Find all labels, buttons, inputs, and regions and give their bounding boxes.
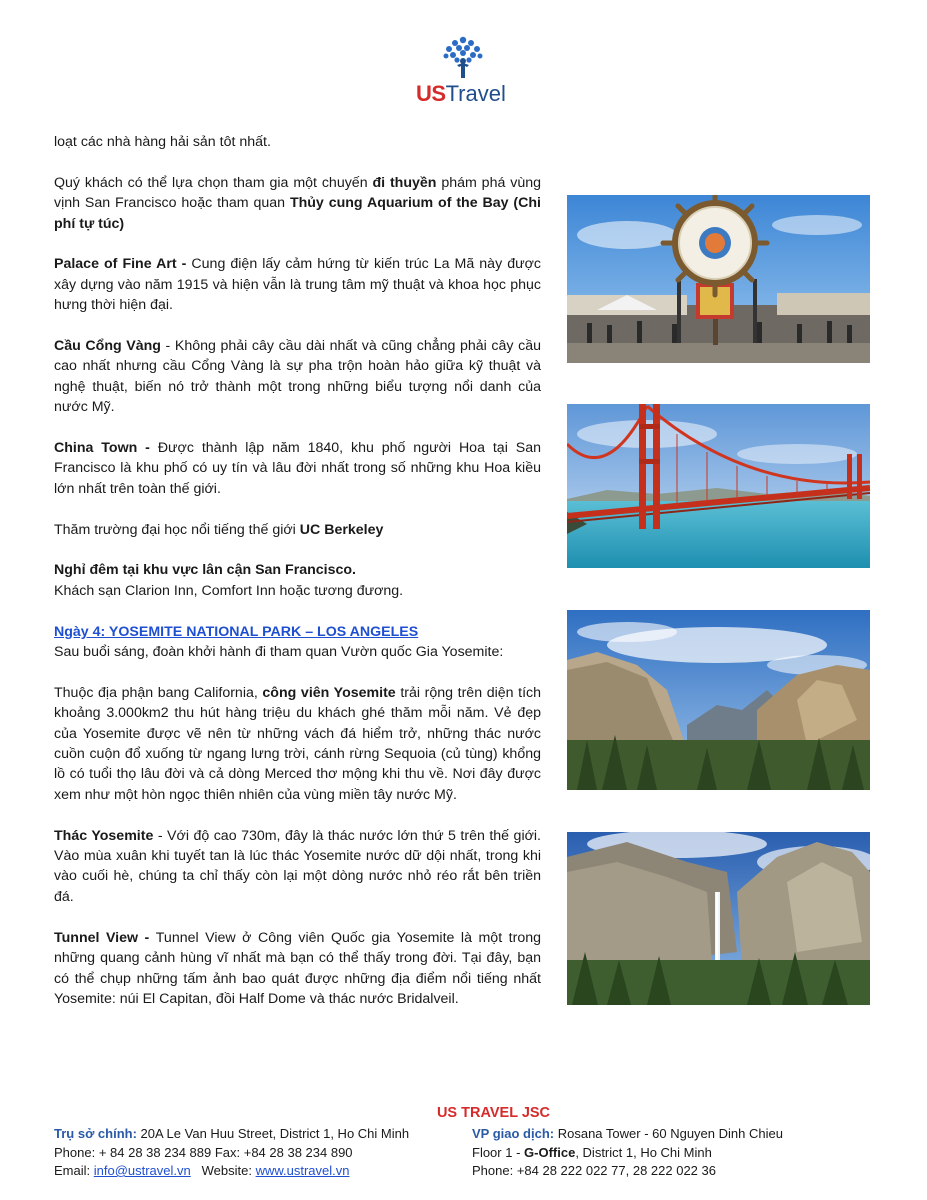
office-address: Rosana Tower - 60 Nguyen Dinh Chieu <box>554 1126 783 1141</box>
paragraph-yosemite-falls: Thác Yosemite - Với độ cao 730m, đây là thác nước lớn thứ 5 trên thế giới. Vào mùa xuân khi tuyết tan là lúc thác Yosemite nước dữ dội nhất, trong khi vào cuối hè, chúng ta chỉ thấy còn lại một dòng nước nhỏ réo rắt bên triền đá. <box>54 827 541 905</box>
tree-icon <box>440 34 486 80</box>
hq-phone-fax: Phone: + 84 28 38 234 889 Fax: +84 28 38 234 890 <box>54 1144 353 1160</box>
footer-office-column: VP giao dịch: Rosana Tower - 60 Nguyen Dinh Chieu Floor 1 - G-Office, District 1, Ho Chi Minh Phone: +84 28 222 022 77, 28 222 022 36 <box>472 1125 783 1181</box>
office-phone: Phone: +84 28 222 022 77, 28 222 022 36 <box>472 1163 716 1178</box>
yosemite-valley-photo <box>567 610 870 790</box>
hq-address: 20A Le Van Huu Street, District 1, Ho Chi Minh <box>136 1126 410 1141</box>
paragraph-uc-berkeley: Thăm trường đại học nổi tiếng thế giới UC Berkeley <box>54 521 384 538</box>
us-travel-logo <box>412 34 516 106</box>
fishermans-wharf-photo <box>567 195 870 363</box>
paragraph-seafood: loạt các nhà hàng hải sản tôt nhất. <box>54 134 271 150</box>
website-link[interactable]: www.ustravel.vn <box>255 1163 350 1178</box>
day-4-intro: Sau buổi sáng, đoàn khởi hành đi tham quan Vườn quốc Gia Yosemite: <box>54 644 504 661</box>
day-4-section <box>54 622 541 663</box>
yosemite-falls-photo <box>567 832 870 1005</box>
company-name: US TRAVEL JSC <box>436 1105 551 1121</box>
logo-travel-text: Travel <box>445 81 506 106</box>
office-g-office: G-Office <box>524 1144 576 1160</box>
golden-gate-photo <box>567 404 870 568</box>
hq-label: Trụ sở chính: <box>54 1126 137 1141</box>
paragraph-golden-gate: Cầu Cổng Vàng - Không phải cây cầu dài nhất và cũng chẳng phải cây cầu cao nhất nhưng cầu Cổng Vàng là sự pha trộn hoàn hảo giữa kỹ thuật và nghệ thuật, biến nó trở thành một trong những biểu tượng nổi danh của nước Mỹ. <box>54 338 541 416</box>
office-label: VP giao dịch: <box>472 1126 555 1141</box>
day-4-title-link[interactable]: Ngày 4: YOSEMITE NATIONAL PARK – LOS ANGELES <box>54 623 419 640</box>
paragraph-tunnel-view: Tunnel View - Tunnel View ở Công viên Quốc gia Yosemite là một trong những quang cảnh hùng vĩ nhất mà bạn có thể thấy trong đời. Tại đây, bạn có thể chụp những tấm ảnh bao quát được những địa điểm nổi tiếng nhất Yosemite: núi El Capitan, đồi Half Dome và thác nước Bridalveil. <box>54 929 541 1007</box>
email-link[interactable]: info@ustravel.vn <box>93 1163 191 1178</box>
paragraph-yosemite-park: Thuộc địa phận bang California, công viên Yosemite trải rộng trên diện tích khoảng 3.000km2 thu hút hàng triệu du khách ghé thăm mỗi năm. Vẻ đẹp của Yosemite được vẽ nên từ những vách đá hiểm trở, những thác nước cuồn cuộn đổ xuống từ ngang lưng trời, cánh rừng Sequoia (củ tùng) khổng lồ có tuổi thọ lâu đời và cả dòng Merced thơ mộng khi thu về. Nơi đây được xem như một hòn ngọc thiên nhiên của vùng miền tây nước Mỹ. <box>54 684 542 803</box>
paragraph-overnight: Nghỉ đêm tại khu vực lân cận San Francisco. Khách sạn Clarion Inn, Comfort Inn hoặc tương đương. <box>54 562 404 599</box>
logo-us-text: US <box>416 81 446 106</box>
paragraph-china-town: China Town - Được thành lập năm 1840, khu phố người Hoa tại San Francisco là khu phố có uy tín và lâu đời nhất trong số những khu Hoa kiều lớn nhất trên toàn thế giới. <box>54 440 541 497</box>
footer-hq-column: Trụ sở chính: 20A Le Van Huu Street, District 1, Ho Chi Minh Phone: + 84 28 38 234 889 Fax: +84 28 38 234 890 Email: info@ustravel.vn Website: www.ustravel.vn <box>54 1126 410 1178</box>
paragraph-boat-trip: Quý khách có thể lựa chọn tham gia một chuyến đi thuyền phám phá vùng vịnh San Francisco hoặc tham quan Thủy cung Aquarium of the Bay (Chi phí tự túc) <box>54 174 541 232</box>
paragraph-palace-fine-art: Palace of Fine Art - Cung điện lấy cảm hứng từ kiến trúc La Mã này được xây dựng vào năm 1915 và hiện vẫn là trung tâm mỹ thuật và khoa học phục hưng thời hiện đại. <box>54 256 541 314</box>
page-footer <box>0 1104 927 1178</box>
itinerary-text <box>54 132 541 1009</box>
